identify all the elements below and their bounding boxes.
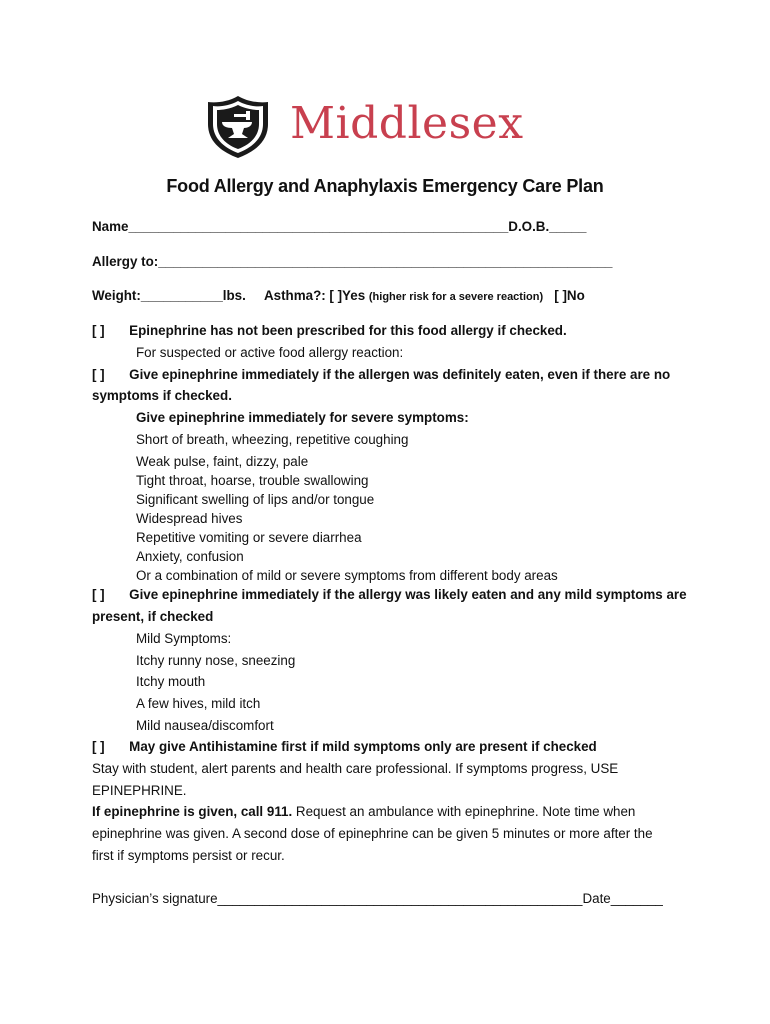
- ambulance-text: Request an ambulance with epinephrine. Note time when: [292, 804, 636, 819]
- asthma-no-checkbox[interactable]: [ ]No: [554, 288, 585, 303]
- likely-eaten-text: Give epinephrine immediately if the allergy was likely eaten and any mild symptoms are: [129, 587, 687, 602]
- call-911-line: [92, 803, 635, 821]
- suspected-text: For suspected or active food allergy reaction:: [136, 345, 404, 360]
- severe-symptom: Or a combination of mild or severe symptoms from different body areas: [136, 568, 558, 583]
- severe-symptom: Significant swelling of lips and/or tongue: [136, 492, 375, 507]
- severe-symptom: Repetitive vomiting or severe diarrhea: [136, 530, 362, 545]
- likely-eaten-checkbox[interactable]: [ ]: [92, 587, 105, 602]
- page-title: Food Allergy and Anaphylaxis Emergency Care Plan: [166, 176, 604, 196]
- severe-symptom: Tight throat, hoarse, trouble swallowing: [136, 473, 369, 488]
- not-prescribed-item: [92, 322, 567, 340]
- antihistamine-checkbox[interactable]: [ ]: [92, 739, 105, 754]
- brand-name: Middlesex: [290, 98, 524, 149]
- second-dose-text-2: first if symptoms persist or recur.: [92, 848, 285, 863]
- antihistamine-text: May give Antihistamine first if mild symptoms only are present if checked: [129, 739, 597, 754]
- severe-symptom: Anxiety, confusion: [136, 549, 244, 564]
- asthma-note: (higher risk for a severe reaction): [368, 291, 544, 303]
- logo: [204, 94, 574, 160]
- physician-signature-field[interactable]: Physician’s signature_________________________________________________Date_______: [92, 891, 663, 906]
- severe-symptom: Weak pulse, faint, dizzy, pale: [136, 454, 309, 469]
- mild-heading: Mild Symptoms:: [136, 631, 232, 646]
- call-911-text: If epinephrine is given, call 911.: [92, 804, 293, 819]
- mild-symptom: Itchy mouth: [136, 674, 206, 689]
- likely-eaten-item: [92, 586, 687, 604]
- second-dose-text: epinephrine was given. A second dose of epinephrine can be given 5 minutes or more after the: [92, 826, 653, 841]
- definitely-eaten-text: Give epinephrine immediately if the allergen was definitely eaten, even if there are no: [129, 367, 671, 382]
- likely-eaten-text-2: present, if checked: [92, 609, 214, 624]
- definitely-eaten-text-2: symptoms if checked.: [92, 388, 232, 403]
- mild-symptom: A few hives, mild itch: [136, 696, 261, 711]
- name-dob-field[interactable]: Name___________________________________________________D.O.B._____: [92, 219, 587, 234]
- mild-symptom: Itchy runny nose, sneezing: [136, 653, 296, 668]
- mild-symptom: Mild nausea/discomfort: [136, 718, 274, 733]
- severe-symptom: Widespread hives: [136, 511, 243, 526]
- asthma-yes-checkbox[interactable]: Asthma?: [ ]Yes: [263, 288, 366, 303]
- not-prescribed-checkbox[interactable]: [ ]: [92, 323, 105, 338]
- not-prescribed-text: Epinephrine has not been prescribed for this food allergy if checked.: [129, 323, 567, 338]
- severe-heading: Give epinephrine immediately for severe symptoms:: [136, 410, 469, 425]
- stay-with-student-text-2: EPINEPHRINE.: [92, 783, 187, 798]
- severe-symptom: Short of breath, wheezing, repetitive coughing: [136, 432, 409, 447]
- allergy-field[interactable]: Allergy to:_____________________________________________________________: [92, 254, 613, 269]
- stay-with-student-text: Stay with student, alert parents and health care professional. If symptoms progress, USE: [92, 761, 619, 776]
- weight-asthma-row: [92, 287, 585, 306]
- definitely-eaten-checkbox[interactable]: [ ]: [92, 367, 105, 382]
- definitely-eaten-item: [92, 366, 670, 384]
- antihistamine-item: [92, 738, 597, 756]
- anvil-crest-icon: [204, 94, 272, 160]
- weight-field[interactable]: Weight:___________lbs.: [92, 288, 246, 303]
